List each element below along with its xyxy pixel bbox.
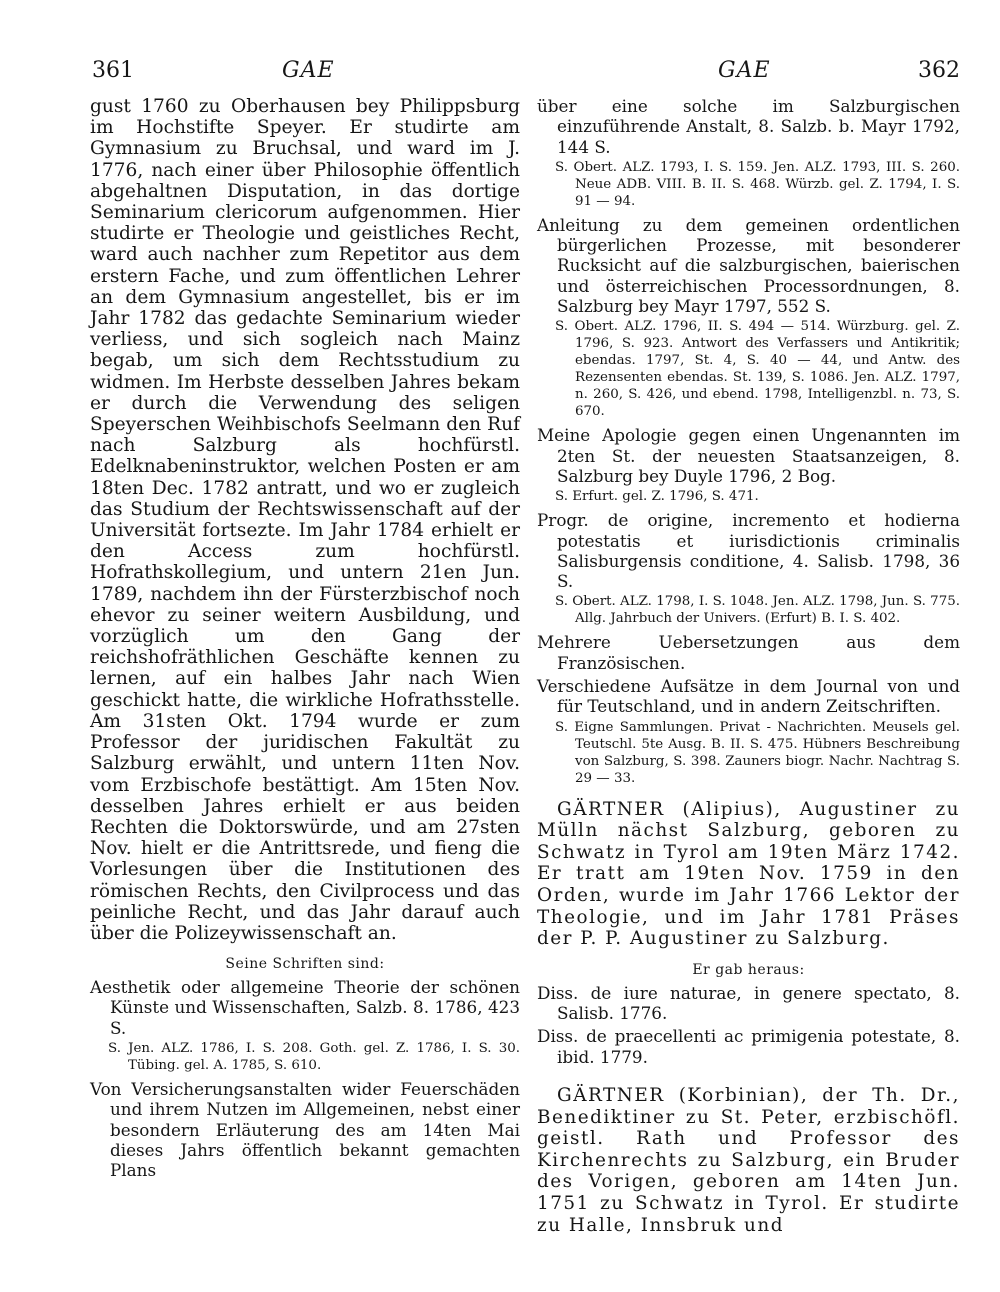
bibliography-entry: Von Versicherungsanstalten wider Feuerschäden und ihrem Nutzen im Allgemeinen, nebst einer besondern Erläuterung des am 14ten Mai dieses Jahrs öffentlich bekannt gemachten Plans bbox=[90, 1079, 520, 1181]
bibliography-entry-continued: über eine solche im Salzburgischen einzuführende Anstalt, 8. Salzb. b. Mayr 1792, 144 S. bbox=[537, 96, 960, 157]
right-running-head: GAE bbox=[718, 58, 771, 83]
bibliography-entry: Anleitung zu dem gemeinen ordentlichen bürgerlichen Prozesse, mit besonderer Rucksicht auf die salzburgischen, baierischen und österreichischen Processordnungen, 8. Salzburg bey Mayr 1797, 552 S. bbox=[537, 214, 960, 317]
left-page-number: 361 bbox=[92, 58, 134, 83]
bibliography-entry: Diss. de iure naturae, in genere spectato, 8. Salisb. 1776. bbox=[537, 982, 960, 1024]
review-reference: S. Obert. ALZ. 1796, II. S. 494 — 514. Würzburg. gel. Z. 1796, S. 923. Antwort des Verfassers und Antikritik; ebendas. 1797, St. 4, S. 40 — 44, und Antw. des Rezensenten ebendas. St. 139, S. 1086. Jen. ALZ. 1797, n. 260, S. 426, und ebend. 1798, Intelligenzbl. n. 73, S. 670. bbox=[555, 319, 960, 420]
biography-continued: gust 1760 zu Oberhausen bey Philippsburg im Hochstifte Speyer. Er studirte am Gymnasium zu Bruchsal, und ward im J. 1776, nach einer über Philosophie öffentlich abgehaltnen Disputation, in das dortige Seminarium clericorum aufgenommen. Hier studirte er Theologie und geistliches Recht, ward auch nachher zum Repetitor aus dem erstern Fache, und zum öffentlichen Lehrer an dem Gymnasium angestellet, bis er im Jahr 1782 das gedachte Seminarium wieder verliess, und sich sogleich nach Mainz begab, um sich dem Rechtsstudium zu widmen. Im Herbste desselben Jahres bekam er durch die Verwendung des seligen Speyerschen Weihbischofs Seelmann den Ruf nach Salzburg als hochfürstl. Edelknabeninstruktor, welchen Posten er am 18ten Dec. 1782 antratt, und wo er zugleich das Studium der Rechtswissenschaft auf der Universität fortsezte. Im Jahr 1784 erhielt er den Access zum hochfürstl. Hofrathskollegium, und untern 21en Jun. 1789, nachdem ihn der Fürsterzbischof noch ehevor zu seiner weitern Ausbildung, und vorzüglich um den Gang der reichshofräthlichen Geschäfte kennen zu lernen, auf ein halbes Jahr nach Wien geschickt hatte, die wirkliche Hofrathsstelle. Am 31sten Okt. 1794 wurde er zum Professor der juridischen Fakultät zu Salzburg erwählt, und untern 11ten Nov. vom Erzbischofe bestättigt. Am 15ten Nov. desselben Jahres erhielt er aus beiden Rechten die Doktorswürde, und am 27sten Nov. hielt er die Antrittsrede, und fieng die Vorlesungen über die Institutionen des römischen Rechts, den Civilprocess und das peinliche Recht, und das Jahr darauf auch über die Polizeywissenschaft an. bbox=[90, 96, 520, 944]
bibliography-entry: Progr. de origine, incremento et hodierna potestatis et iurisdictionis criminalis Salisburgensis conditione, 4. Salisb. 1798, 36 S. bbox=[537, 510, 960, 592]
published-heading: Er gab heraus: bbox=[692, 961, 805, 978]
biography-gartner-korbinian: GÄRTNER (Korbinian), der Th. Dr., Benediktiner zu St. Peter, erzbischöfl. geistl. Rath und Professor des Kirchenrechts zu Salzburg, ein Bruder des Vorigen, geboren am 14ten Jun. 1751 zu Schwatz in Tyrol. Er studirte zu Halle, Innsbruk und bbox=[537, 1084, 960, 1236]
bibliography-entry: Meine Apologie gegen einen Ungenannten im 2ten St. der neuesten Staatsanzeigen, 8. Salzburg bey Duyle 1796, 2 Bog. bbox=[537, 425, 960, 486]
writings-heading: Seine Schriften sind: bbox=[225, 956, 385, 973]
right-column bbox=[537, 96, 960, 1236]
bibliography-entry: Diss. de praecellenti ac primigenia potestate, 8. ibid. 1779. bbox=[537, 1026, 960, 1067]
bibliography-entry: Mehrere Uebersetzungen aus dem Französischen. bbox=[537, 632, 960, 673]
right-page-number: 362 bbox=[918, 58, 960, 83]
review-reference: S. Erfurt. gel. Z. 1796, S. 471. bbox=[555, 489, 759, 505]
bibliography-entry: Aesthetik oder allgemeine Theorie der schönen Künste und Wissenschaften, Salzb. 8. 1786, 423 S. bbox=[90, 977, 520, 1038]
review-reference: S. Eigne Sammlungen. Privat - Nachrichten. Meusels gel. Teutschl. 5te Ausg. B. II. S. 475. Hübners Beschreibung von Salzburg, S. 398. Zauners biogr. Nachr. Nachtrag S. 29 — 33. bbox=[555, 719, 960, 786]
review-reference: S. Obert. ALZ. 1798, I. S. 1048. Jen. ALZ. 1798, Jun. S. 775. Allg. Jahrbuch der Univers. (Erfurt) B. I. S. 402. bbox=[555, 594, 960, 627]
left-column bbox=[90, 96, 520, 1181]
review-reference: S. Jen. ALZ. 1786, I. S. 208. Goth. gel. Z. 1786, I. S. 30. Tübing. gel. A. 1785, S. 610. bbox=[108, 1041, 520, 1074]
left-running-head: GAE bbox=[282, 58, 335, 83]
review-reference: S. Obert. ALZ. 1793, I. S. 159. Jen. ALZ. 1793, III. S. 260. Neue ADB. VIII. B. II. S. 468. Würzb. gel. Z. 1794, I. S. 91 — 94. bbox=[555, 159, 960, 209]
bibliography-entry: Verschiedene Aufsätze in dem Journal von und für Teutschland, und in andern Zeitschriften. bbox=[537, 676, 960, 717]
biography-gartner-alipius: GÄRTNER (Alipius), Augustiner zu Mülln nächst Salzburg, geboren zu Schwatz in Tyrol am 19ten März 1742. Er tratt am 19ten Nov. 1759 in den Orden, wurde im Jahr 1766 Lektor der Theologie, und im Jahr 1781 Präses der P. P. Augustiner zu Salzburg. bbox=[537, 798, 960, 950]
